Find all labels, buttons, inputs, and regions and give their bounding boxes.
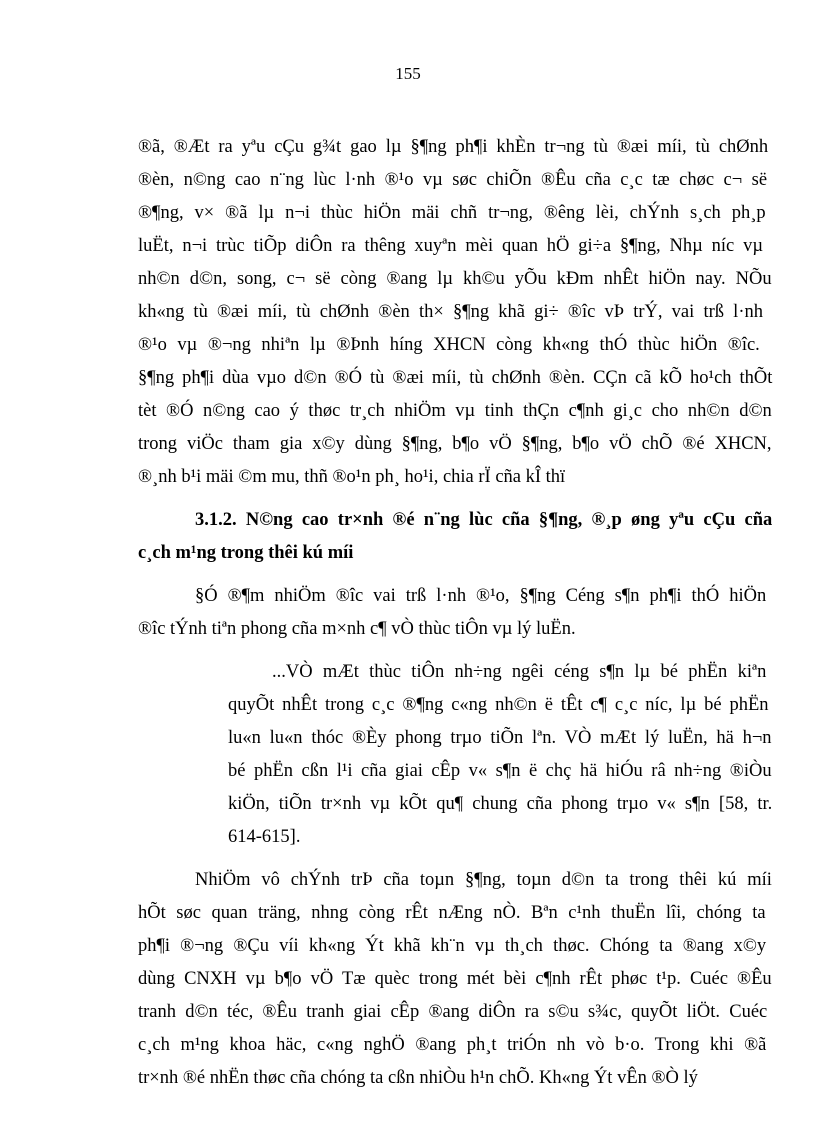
para3-line: tr×nh ®é nhËn thøc cña chóng ta cßn nhiÒu h¹n chÕ. Kh«ng Ýt vÊn ®Ò lý xyxy=(138,1068,698,1088)
para1-line: nh©n d©n, song, c¬ së còng ®ang lµ kh©u yÕu kÐm nhÊt hiÖn nay. NÕu xyxy=(138,269,772,289)
section-heading: 3.1.2. N©ng cao tr×nh ®é n¨ng lùc cña §¶ng, ®¸p øng yªu cÇu cña xyxy=(195,510,773,530)
para1-line: ®¸nh b¹i mäi ©m mu, thñ ®o¹n ph¸ ho¹i, chia rÏ cña kÎ thï xyxy=(138,467,566,487)
para3-line: c¸ch m¹ng khoa häc, c«ng nghÖ ®ang ph¸t triÓn nh vò b·o. Trong khi ®ã xyxy=(138,1035,767,1055)
quote-line: 614-615]. xyxy=(228,827,301,847)
para3-line: dùng CNXH vµ b¶o vÖ Tæ quèc trong mét bèi c¶nh rÊt phøc t¹p. Cuéc ®Êu xyxy=(138,969,772,989)
para1-line: tèt ®Ó n©ng cao ý thøc tr¸ch nhiÖm vµ tinh thÇn c¶nh gi¸c cho nh©n d©n xyxy=(138,401,772,421)
para3-line: hÕt søc quan träng, nhng còng rÊt nÆng nÒ. Bªn c¹nh thuËn lîi, chóng ta xyxy=(138,903,766,923)
para1-line: kh«ng tù ®æi míi, tù chØnh ®èn th× §¶ng khã gi÷ ®îc vÞ trÝ, vai trß l·nh xyxy=(138,302,763,322)
para1-line: ®¹o vµ ®¬ng nhiªn lµ ®Þnh híng XHCN còng kh«ng thÓ thùc hiÖn ®îc. xyxy=(138,335,760,355)
quote-line: kiÖn, tiÕn tr×nh vµ kÕt qu¶ chung cña phong trµo v« s¶n [58, tr. xyxy=(228,794,773,814)
quote-line: bé phËn cßn l¹i cña giai cÊp v« s¶n ë chç hä hiÓu râ nh÷ng ®iÒu xyxy=(228,761,772,781)
para1-line: ®ã, ®Æt ra yªu cÇu g¾t gao lµ §¶ng ph¶i khÈn tr¬ng tù ®æi míi, tù chØnh xyxy=(138,137,769,157)
quote-line: quyÕt nhÊt trong c¸c ®¶ng c«ng nh©n ë tÊt c¶ c¸c níc, lµ bé phËn xyxy=(228,695,769,715)
para2-line: ®îc tÝnh tiªn phong cña m×nh c¶ vÒ thùc tiÔn vµ lý luËn. xyxy=(138,619,576,639)
quote-line: ...VÒ mÆt thùc tiÔn nh÷ng ngêi céng s¶n lµ bé phËn kiªn xyxy=(272,662,767,682)
para3-line: ph¶i ®¬ng ®Çu víi kh«ng Ýt khã kh¨n vµ th¸ch thøc. Chóng ta ®ang x©y xyxy=(138,936,767,956)
para1-line: ®èn, n©ng cao n¨ng lùc l·nh ®¹o vµ søc chiÕn ®Êu cña c¸c tæ chøc c¬ së xyxy=(138,170,768,190)
para1-line: ®¶ng, v× ®ã lµ n¬i thùc hiÖn mäi chñ tr¬ng, ®êng lèi, chÝnh s¸ch ph¸p xyxy=(138,203,766,223)
para1-line: luËt, n¬i trùc tiÕp diÔn ra thêng xuyªn mèi quan hÖ gi÷a §¶ng, Nhµ níc vµ xyxy=(138,236,764,256)
para1-line: §¶ng ph¶i dùa vµo d©n ®Ó tù ®æi míi, tù chØnh ®èn. CÇn cã kÕ ho¹ch thÕt xyxy=(138,368,773,388)
para3-line: NhiÖm vô chÝnh trÞ cña toµn §¶ng, toµn d©n ta trong thêi kú míi xyxy=(195,870,772,890)
section-heading: c¸ch m¹ng trong thêi kú míi xyxy=(138,543,354,563)
para1-line: trong viÖc tham gia x©y dùng §¶ng, b¶o vÖ §¶ng, b¶o vÖ chÕ ®é XHCN, xyxy=(138,434,772,454)
quote-line: lu«n lu«n thóc ®Èy phong trµo tiÕn lªn. VÒ mÆt lý luËn, hä h¬n xyxy=(228,728,772,748)
page-number: 155 xyxy=(395,64,421,83)
para3-line: tranh d©n téc, ®Êu tranh giai cÊp ®ang diÔn ra s©u s¾c, quyÕt liÖt. Cuéc xyxy=(138,1002,768,1022)
para2-line: §Ó ®¶m nhiÖm ®îc vai trß l·nh ®¹o, §¶ng Céng s¶n ph¶i thÓ hiÖn xyxy=(195,586,767,606)
